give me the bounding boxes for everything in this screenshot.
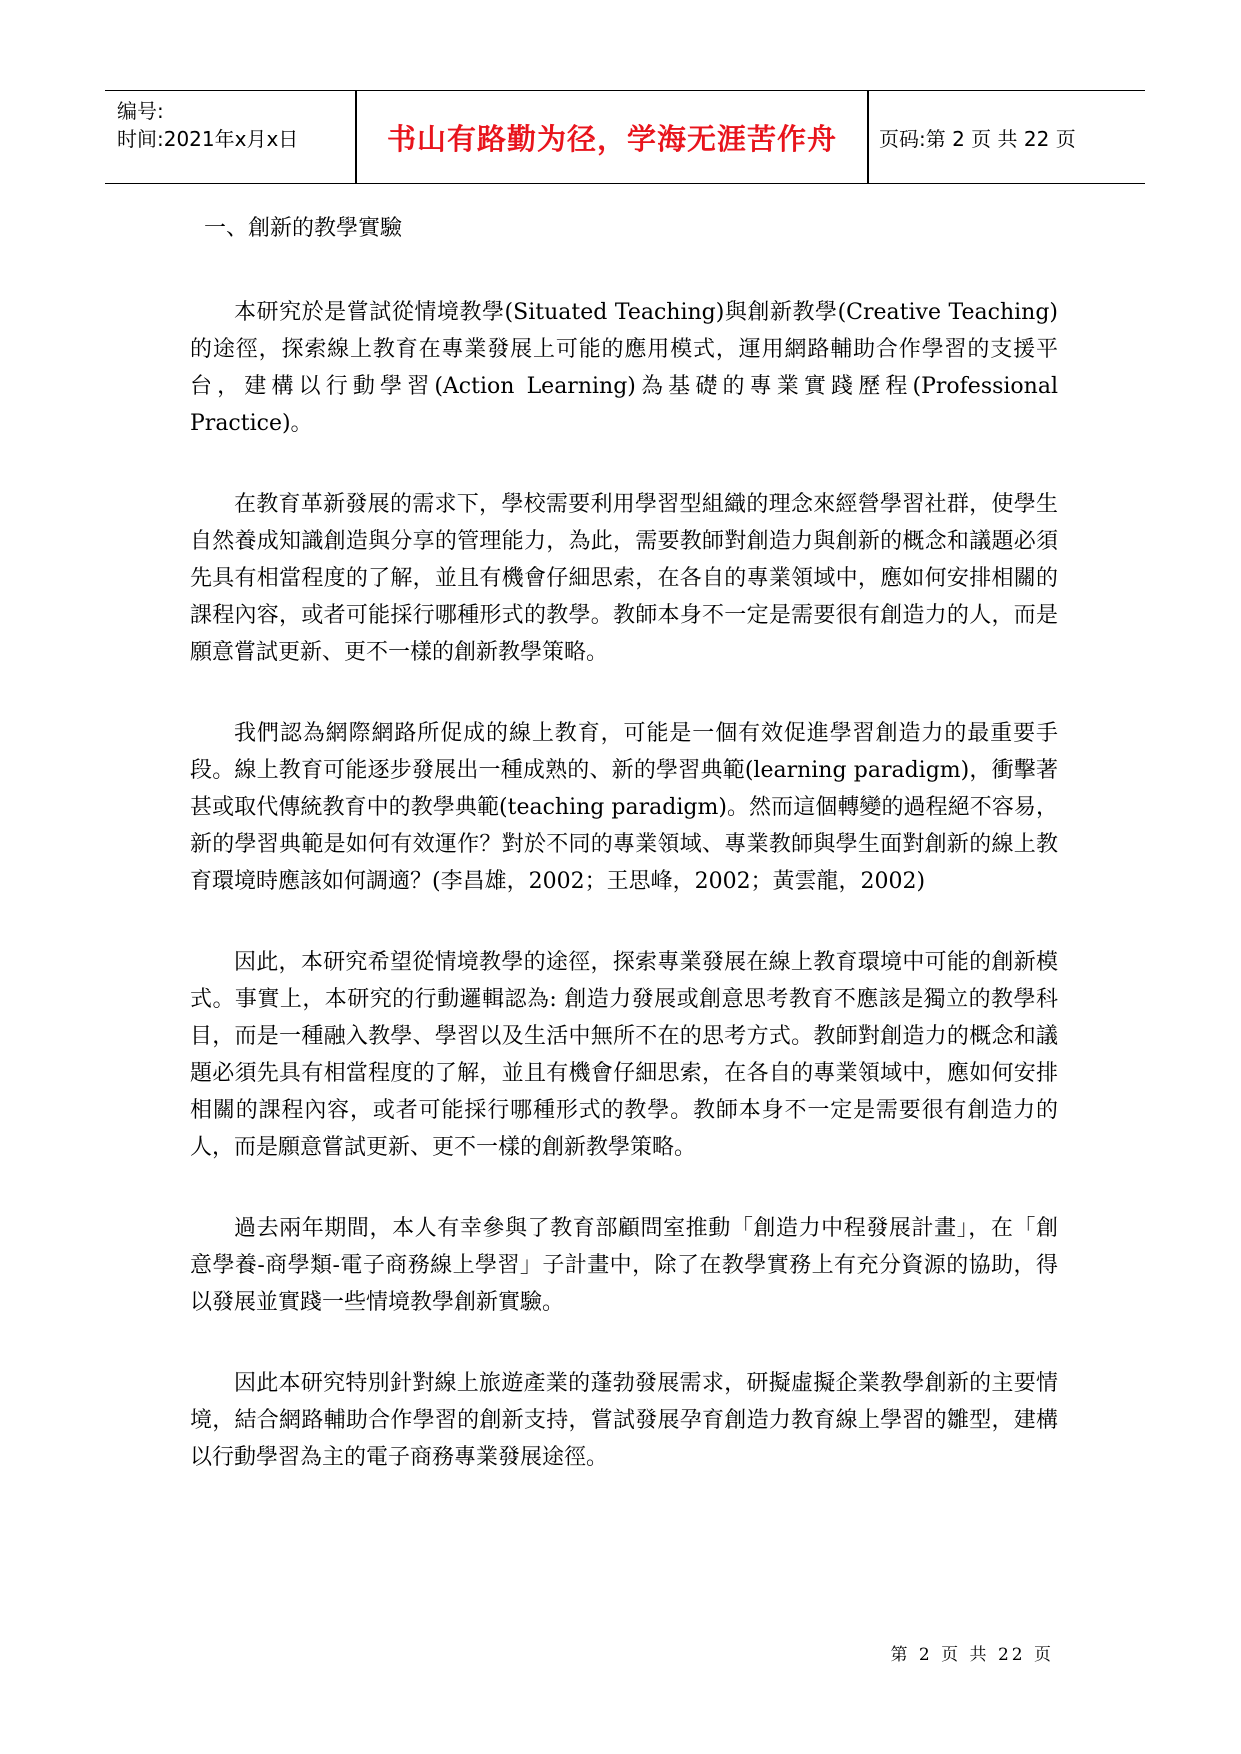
body-paragraph: 因此，本研究希望從情境教學的途徑，探索專業發展在線上教育環境中可能的創新模式。事實上，本研究的行動邏輯認為: 創造力發展或創意思考教育不應該是獨立的教學科目，而是一種融入教學、學習以及生活中無所不在的思考方式。教師對創造力的概念和議題必須先具有相當程度的了解，並且有機會仔細思索，在各自的專業領域中，應如何安排相關的課程內容，或者可能採行哪種形式的教學。教師本身不一定是需要很有創造力的人，而是願意嘗試更新、更不一樣的創新教學策略。	[190, 950, 1058, 1160]
header-motto: 书山有路勤为径，学海无涯苦作舟	[386, 121, 837, 156]
body-paragraph: 本研究於是嘗試從情境教學(Situated Teaching)與創新教學(Creative Teaching)的途徑，探索線上教育在專業發展上可能的應用模式，運用網路輔助合作學習的支援平台，建構以行動學習(Action Learning)為基礎的專業實踐歷程(Professional Practice)。	[190, 300, 1058, 436]
document-time-label: 时间:2021年x月x日	[117, 127, 299, 151]
page-header	[105, 90, 1145, 184]
section-heading: 一、創新的教學實驗	[204, 216, 403, 241]
page-footer: 第 2 页 共 22 页	[890, 1645, 1054, 1665]
document-body	[190, 212, 1058, 1476]
body-paragraph: 在教育革新發展的需求下，學校需要利用學習型組織的理念來經營學習社群，使學生自然養成知識創造與分享的管理能力，為此，需要教師對創造力與創新的概念和議題必須先具有相當程度的了解，並且有機會仔細思索，在各自的專業領域中，應如何安排相關的課程內容，或者可能採行哪種形式的教學。教師本身不一定是需要很有創造力的人，而是願意嘗試更新、更不一樣的創新教學策略。	[190, 492, 1058, 665]
header-meta	[117, 97, 367, 153]
document-number-label: 编号:	[117, 99, 164, 123]
body-paragraph: 我們認為網際網路所促成的線上教育，可能是一個有效促進學習創造力的最重要手段。線上教育可能逐步發展出一種成熟的、新的學習典範(learning paradigm)，衝擊著甚或取代傳統教育中的教學典範(teaching paradigm)。然而這個轉變的過程絕不容易，新的學習典範是如何有效運作？對於不同的專業領域、專業教師與學生面對創新的線上教育環境時應該如何調適？(李昌雄，2002；王思峰，2002；黃雲龍，2002)	[190, 721, 1058, 894]
header-divider-left	[355, 91, 357, 183]
body-paragraph: 因此本研究特別針對線上旅遊產業的蓬勃發展需求，研擬虛擬企業教學創新的主要情境，結合網路輔助合作學習的創新支持，嘗試發展孕育創造力教育線上學習的雛型，建構以行動學習為主的電子商務專業發展途徑。	[190, 1371, 1058, 1470]
header-page-number: 页码:第 2 页 共 22 页	[879, 126, 1076, 151]
body-paragraph: 過去兩年期間，本人有幸參與了教育部顧問室推動「創造力中程發展計畫」，在「創意學養-商學類-電子商務線上學習」子計畫中，除了在教學實務上有充分資源的協助，得以發展並實踐一些情境教學創新實驗。	[190, 1216, 1058, 1315]
